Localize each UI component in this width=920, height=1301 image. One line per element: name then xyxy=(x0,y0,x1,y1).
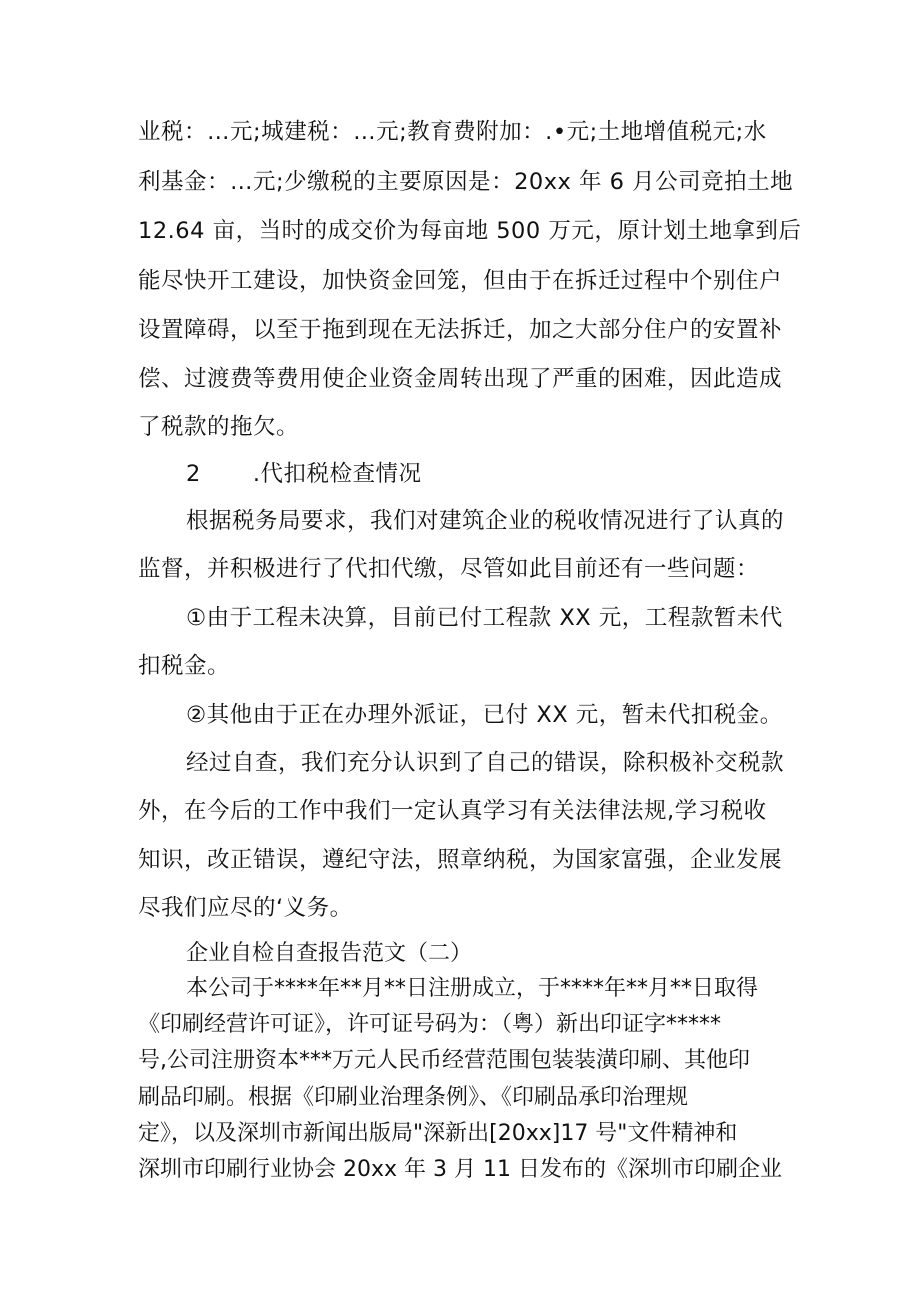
section-heading-number: 2 xyxy=(186,461,201,487)
paragraph-line: 设置障碍，以至于拖到现在无法拆迁，加之大部分住户的安置补 xyxy=(138,317,783,343)
paragraph-line: 本公司于****年**月**日注册成立，于****年**月**日取得 xyxy=(186,976,759,1001)
paragraph-line: 了税款的拖欠。 xyxy=(138,414,300,440)
paragraph-line: 定》，以及深圳市新闻出版局"深新出[20xx]17 号"文件精神和 xyxy=(138,1121,738,1146)
list-item-1: ①由于工程未决算，目前已付工程款 XX 元，工程款暂未代 xyxy=(186,605,783,631)
paragraph-line: 监督，并积极进行了代扣代缴，尽管如此目前还有一些问题： xyxy=(138,556,760,582)
paragraph-line: 刷品印刷。根据《印刷业治理条例》、《印刷品承印治理规 xyxy=(138,1085,689,1110)
paragraph-line: 扣税金。 xyxy=(138,653,231,679)
paragraph-line: 深圳市印刷行业协会 20xx 年 3 月 11 日发布的《深圳市印刷企业 xyxy=(138,1157,782,1182)
section-heading xyxy=(186,459,836,489)
paragraph-line: 尽我们应尽的‘义务。 xyxy=(138,895,353,921)
paragraph-line: 12.64 亩，当时的成交价为每亩地 500 万元，原计划土地拿到后 xyxy=(138,218,802,244)
paragraph-line: 《印刷经营许可证》，许可证号码为：（粤）新出印证字***** xyxy=(138,1012,722,1037)
paragraph-line: 根据税务局要求，我们对建筑企业的税收情况进行了认真的 xyxy=(186,508,785,534)
paragraph-line: 知识，改正错误，遵纪守法，照章纳税，为国家富强，企业发展 xyxy=(138,847,783,873)
paragraph-line: 经过自查，我们充分认识到了自己的错误，除积极补交税款 xyxy=(186,750,785,776)
paragraph-line: 号,公司注册资本***万元人民币经营范围包装装潢印刷、其他印 xyxy=(138,1048,750,1073)
list-item-2: ②其他由于正在办理外派证，已付 XX 元，暂未代扣税金。 xyxy=(186,702,783,728)
paragraph-line: 业税：…元;城建税：…元;教育费附加：.•元;土地增值税元;水 xyxy=(138,119,767,145)
section-title: 企业自检自查报告范文（二） xyxy=(186,941,473,966)
paragraph-line: 能尽快开工建设，加快资金回笼，但由于在拆迁过程中个别住户 xyxy=(138,268,783,294)
section-heading-text: .代扣税检查情况 xyxy=(252,461,422,487)
paragraph-line: 偿、过渡费等费用使企业资金周转出现了严重的困难，因此造成 xyxy=(138,366,783,392)
paragraph-line: 外，在今后的工作中我们一定认真学习有关法律法规,学习税收 xyxy=(138,798,767,824)
paragraph-line: 利基金：…元;少缴税的主要原因是：20xx 年 6 月公司竞拍土地 xyxy=(138,169,794,195)
